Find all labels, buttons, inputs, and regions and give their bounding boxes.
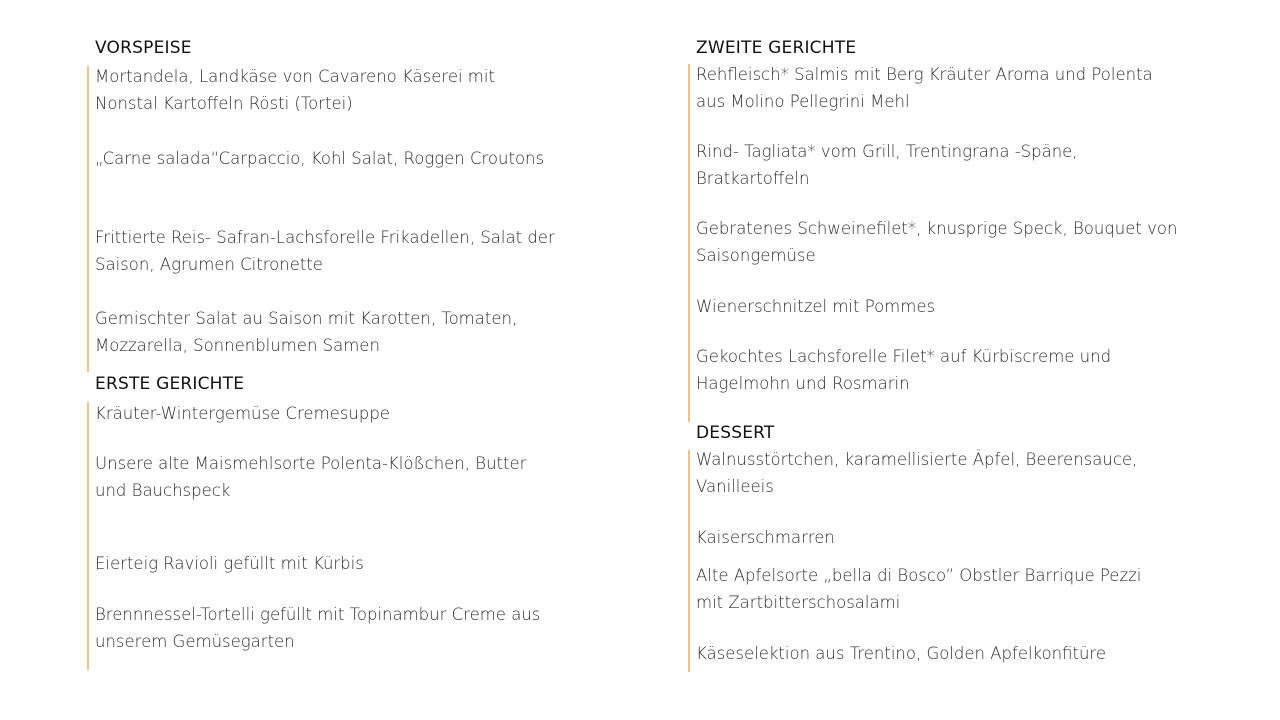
section-accent-bar-vorspeise <box>87 66 89 372</box>
menu-item: Eierteig Ravioli gefüllt mit Kürbis <box>95 554 364 573</box>
menu-item: Rind- Tagliata* vom Grill, Trentingrana -Späne, Bratkartoffeln <box>696 142 1078 188</box>
menu-item: Wienerschnitzel mit Pommes <box>696 297 936 316</box>
section-accent-bar-zweite-gerichte <box>688 64 690 422</box>
menu-item: „Carne salada“Carpaccio, Kohl Salat, Roggen Croutons <box>95 149 545 168</box>
menu-item: Walnusstörtchen, karamellisierte Äpfel, Beerensauce, Vanilleeis <box>696 450 1138 496</box>
section-heading-erste-gerichte: ERSTE GERICHTE <box>95 374 245 394</box>
section-heading-vorspeise: VORSPEISE <box>95 38 192 58</box>
menu-item: Frittierte Reis- Safran-Lachsforelle Frikadellen, Salat der Saison, Agrumen Citronette <box>95 228 555 274</box>
menu-item: Gekochtes Lachsforelle Filet* auf Kürbiscreme und Hagelmohn und Rosmarin <box>696 347 1112 393</box>
section-accent-bar-erste-gerichte <box>87 402 89 670</box>
section-heading-zweite-gerichte: ZWEITE GERICHTE <box>696 38 857 58</box>
menu-item: Brennnessel-Tortelli gefüllt mit Topinambur Creme aus unserem Gemüsegarten <box>95 605 541 651</box>
section-heading-dessert: DESSERT <box>696 423 775 443</box>
section-accent-bar-dessert <box>688 450 690 672</box>
menu-item: Unsere alte Maismehlsorte Polenta-Klößchen, Butter und Bauchspeck <box>95 454 527 500</box>
menu-item: Gemischter Salat au Saison mit Karotten, Tomaten, Mozzarella, Sonnenblumen Samen <box>95 309 518 355</box>
menu-item: Käseselektion aus Trentino, Golden Apfelkonfitüre <box>696 644 1106 663</box>
menu-item: Rehfleisch* Salmis mit Berg Kräuter Aroma und Polenta aus Molino Pellegrini Mehl <box>696 65 1153 111</box>
menu-item: Kaiserschmarren <box>696 528 835 547</box>
menu-item: Kräuter-Wintergemüse Cremesuppe <box>95 404 390 423</box>
menu-item: Alte Apfelsorte „bella di Bosco” Obstler Barrique Pezzi mit Zartbitterschosalami <box>696 566 1142 612</box>
menu-item: Gebratenes Schweinefilet*, knusprige Speck, Bouquet von Saisongemüse <box>696 219 1178 265</box>
menu-item: Mortandela, Landkäse von Cavareno Käserei mit Nonstal Kartoffeln Rösti (Tortei) <box>95 67 495 113</box>
